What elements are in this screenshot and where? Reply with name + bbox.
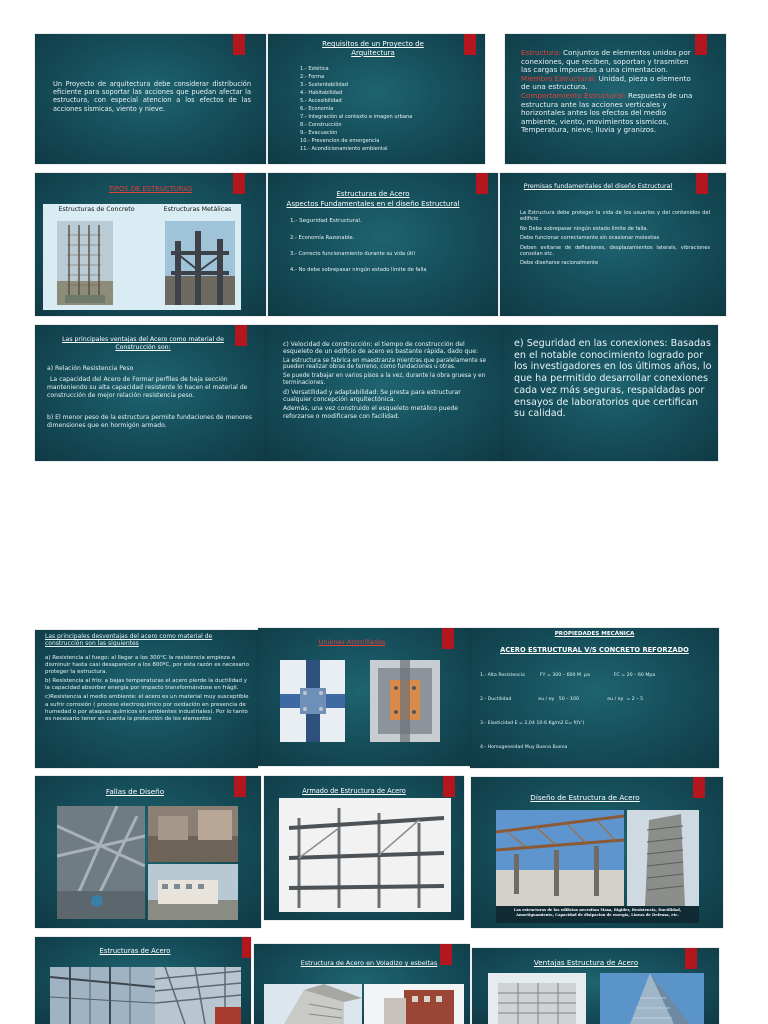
slide-armado [264, 776, 464, 920]
ventajas-title: Las principales ventajas del Acero como material de Construcción son: [62, 336, 224, 351]
design-photo-2 [627, 810, 699, 906]
advantage-photo-2 [600, 973, 704, 1024]
list-item: 7.- Integración al contexto e imagen urbana [300, 114, 413, 120]
steel-frame-photo [279, 798, 451, 912]
ventajas-p3: b) El menor peso de la estructura permite fundaciones de menores dimensiones que en hormigón armado. [47, 414, 253, 429]
desventajas-text [45, 655, 253, 723]
def-comportamiento: Respuesta de una estructura ante las acciones verticales y horizontales antes los efectos del medio ambiente, viento, movimientos sismicos, Temperatura, nieve, lluvia y granizos. [521, 90, 693, 135]
diseno-caption: Las estructuras de los edificios necesitan Masa, Rigidez, Resistencia, Ductilidad, Amortiguamiento, Capacidad de disipacion de energía, Líneas de Defensa, etc. [496, 906, 699, 923]
slide-definiciones [505, 34, 726, 164]
slide-velocidad [266, 325, 503, 461]
estructuras-acero-title: Estructuras de Acero [99, 947, 171, 955]
bolted-joint-photo-1 [280, 660, 345, 742]
ventajas-estructura-title: Ventajas Estructura de Acero [533, 958, 639, 967]
premisas-list [520, 210, 710, 267]
uniones-title: Uniones Atornilladas [318, 638, 386, 646]
list-item: 1.- Estética [300, 66, 329, 72]
slide-tipos [35, 173, 266, 316]
list-item: 3.- Elasticidad E = 2,04 10-6 Kg/m2 E= f(fc') [480, 721, 585, 726]
list-item: No Debe sobrepasar ningún estado límite de falla. [520, 225, 649, 232]
slide-estructuras-acero [35, 937, 251, 1024]
slide-voladizo [254, 944, 470, 1024]
def-miembro: Unidad, pieza o elemento de una estructura. [521, 73, 691, 92]
aspectos-title-2: Aspectos Fundamentales en el diseño Estructural [286, 200, 460, 208]
fallas-title: Fallas de Diseño [105, 787, 165, 796]
velocidad-p4: d) Versatilidad y adaptabilidad: Se presta para estructurar cualquier concepción arquitectónica. [283, 388, 461, 404]
slide-ventajas [35, 325, 266, 461]
desventajas-p2: b) Resistencia al frío: a bajas temperaturas el acero pierde la ductilidad y la capacidad absorber energía por impacto transformándose en frágil. [45, 678, 248, 692]
velocidad-p1: c) Velocidad de construcción: el tiempo de construcción del esqueleto de un edificio de acero es bastante rápida, dado que: [283, 341, 479, 356]
concrete-photo [57, 221, 113, 305]
velocidad-text [283, 341, 487, 420]
list-item: 10.- Prevencion de emergencia [300, 138, 380, 144]
slide-tab [443, 776, 455, 797]
steel-structure-photo-2 [155, 967, 241, 1024]
list-item: 4.- Homogeneidad Muy Buena Buena [480, 745, 568, 750]
desventajas-p1: a) Resistencia al fuego: al llegar a los 300°C la resistencia empieza a disminuir hasta casi desaparecer a los 800ºC, por esta razón es necesario proteger la estructura. [45, 655, 249, 676]
list-item: 8.- Construcción [300, 122, 342, 128]
velocidad-p2: La estructura se fabrica en maestranza mientras que paralelamente se pueden realizar obras de terreno, como fundaciones u otras. [283, 357, 487, 371]
aspectos-item: 3.- Correcto funcionamiento durante su vida útil [290, 251, 415, 257]
term-comportamiento: Comportamiento Estructural: [521, 90, 626, 100]
ventajas-p2: La capacidad del Acero de Formar perfiles de baja sección manteniendo su alta capacidad resistente lo hacen el material de construcción de mejor relación resistencia peso. [47, 376, 248, 399]
slide-tab [464, 34, 476, 55]
list-item: 1.- Alta Resistencia FY = 300 – 600 M pa FC = 20 – 60 Mpa [480, 673, 656, 678]
desventajas-title: Las principales desventajas del acero como material de construcción son las siguientes [45, 633, 213, 648]
term-estructura: Estructura: [521, 48, 561, 57]
failure-photo-3 [148, 864, 238, 920]
cantilever-photo-1 [264, 984, 362, 1024]
slide-tab [696, 173, 708, 194]
list-item: 2.- Ductilidad eu / ey 50 – 100 eu / ey = 2 – 5 [480, 697, 644, 702]
list-item: 6.- Economía [300, 106, 334, 112]
failure-photo-2 [148, 806, 238, 862]
ventajas-p1: a) Relación Resistencia Peso [47, 365, 134, 372]
slide-diseno [471, 777, 723, 928]
def-estructura: Conjuntos de elementos unidos por conexiones, que reciben, soportan y trasmiten las cargas impuestas a una cimentacion. [521, 48, 691, 75]
slide-tab [233, 34, 245, 55]
requisitos-list [300, 65, 412, 153]
aspectos-item: 2.- Economía Razonable. [290, 235, 355, 241]
propiedades-header: PROPIEDADES MECÁNICA [554, 631, 635, 637]
bolted-joint-photo-2 [370, 660, 440, 742]
failure-photo-1 [57, 806, 145, 919]
slide-aspectos [268, 173, 498, 316]
aspectos-item: 1.- Seguridad Estructural. [290, 218, 362, 224]
velocidad-p5: Además, una vez construido el esqueleto metálico puede reforzarse o modificarse con facilidad. [283, 405, 458, 420]
voladizo-title: Estructura de Acero en Voladizo y esbeltas [300, 959, 438, 967]
steel-structure-photo-1 [50, 967, 155, 1024]
slide-tab [234, 776, 246, 797]
list-item: Debe diseñarse racionalmente [520, 260, 599, 267]
slide-uniones [258, 628, 470, 766]
slide-premisas [500, 173, 726, 316]
list-item: Deben evitarse de deflexiones, desplazamientos laterals, vibraciones consolan etc. [520, 244, 710, 258]
propiedades-list [480, 656, 716, 768]
aspectos-title-1: Estructuras de Acero [336, 190, 410, 198]
list-item: 4.- Habitabilidad [300, 90, 343, 96]
velocidad-p3: Se puede trabajar en varios pisos a la vez, durante la obra gruesa y en terminaciones. [283, 373, 486, 386]
list-item: 3.- Sustentabilidad [300, 82, 348, 88]
list-item: 5.- Accesibilidad [300, 98, 342, 104]
slide-desventajas [35, 630, 258, 768]
premisas-title: Premisas fundamentales del diseño Estructural [523, 183, 673, 190]
tipos-table [43, 204, 241, 310]
desventajas-p3: c)Resistencia al medio ambiente: el acero es un material muy susceptible a sufrir corrosión ( proceso electroquímico por oxidación en presencia de humedad o por ataques químicos en ambientes industriales). Por lo tanto es necesario tener en cuenta la protección de los elementos [45, 694, 249, 722]
col-metalicas-label: Estructuras Metálicas [163, 206, 232, 213]
slide-seguridad [503, 325, 718, 461]
list-item: 2.- Forma [300, 74, 325, 80]
slide-intro [35, 34, 266, 164]
design-photo-1 [496, 810, 624, 906]
intro-text: Un Proyecto de arquitectura debe considerar distribución eficiente para soportar las acciones que puedan afectar la estructura, con especial atencion a los efectos de las acciones sísmicas, viento y nieve. [53, 80, 251, 113]
definiciones-text [521, 49, 701, 135]
slide-tab [242, 937, 251, 958]
list-item: 9.- Evacuación [300, 130, 338, 136]
slide-ventajas-estructura [472, 948, 719, 1024]
steel-photo [165, 221, 235, 305]
slide-propiedades [470, 628, 719, 768]
col-concreto-label: Estructuras de Concreto [58, 206, 135, 213]
cantilever-photo-2 [364, 984, 464, 1024]
slide-fallas [35, 776, 261, 928]
diseno-title: Diseño de Estructura de Acero [530, 793, 640, 802]
list-item: 11.- Acondicionamiento ambiental [300, 146, 388, 152]
armado-title: Armado de Estructura de Acero [302, 787, 406, 795]
aspectos-item: 4.- No debe sobrepasar ningún estado límite de falla [290, 267, 427, 273]
advantage-photo-1 [488, 973, 586, 1024]
tipos-title: TIPOS DE ESTRUCTURAS [108, 185, 193, 193]
slide-requisitos [268, 34, 485, 164]
requisitos-title: Requisitos de un Proyecto de Arquitectura [322, 40, 424, 57]
list-item: La Estructura debe proteger la vida de los usuarios y del contenidos del edificio . [520, 210, 710, 223]
list-item: Debe funcionar correctamente sin ocasionar molestias [520, 235, 660, 242]
seguridad-text: e) Seguridad en las conexiones: Basadas en el notable conocimiento logrado por los investigadores en los últimos años, lo que ha permitido desarrollar conexiones cada vez más seguras, respaldadas por ensayos de laboratorios que certifican su calidad. [514, 338, 712, 420]
propiedades-title: ACERO ESTRUCTURAL V/S CONCRETO REFORZADO [500, 646, 689, 654]
term-miembro: Miembro Estructural: [521, 73, 597, 83]
